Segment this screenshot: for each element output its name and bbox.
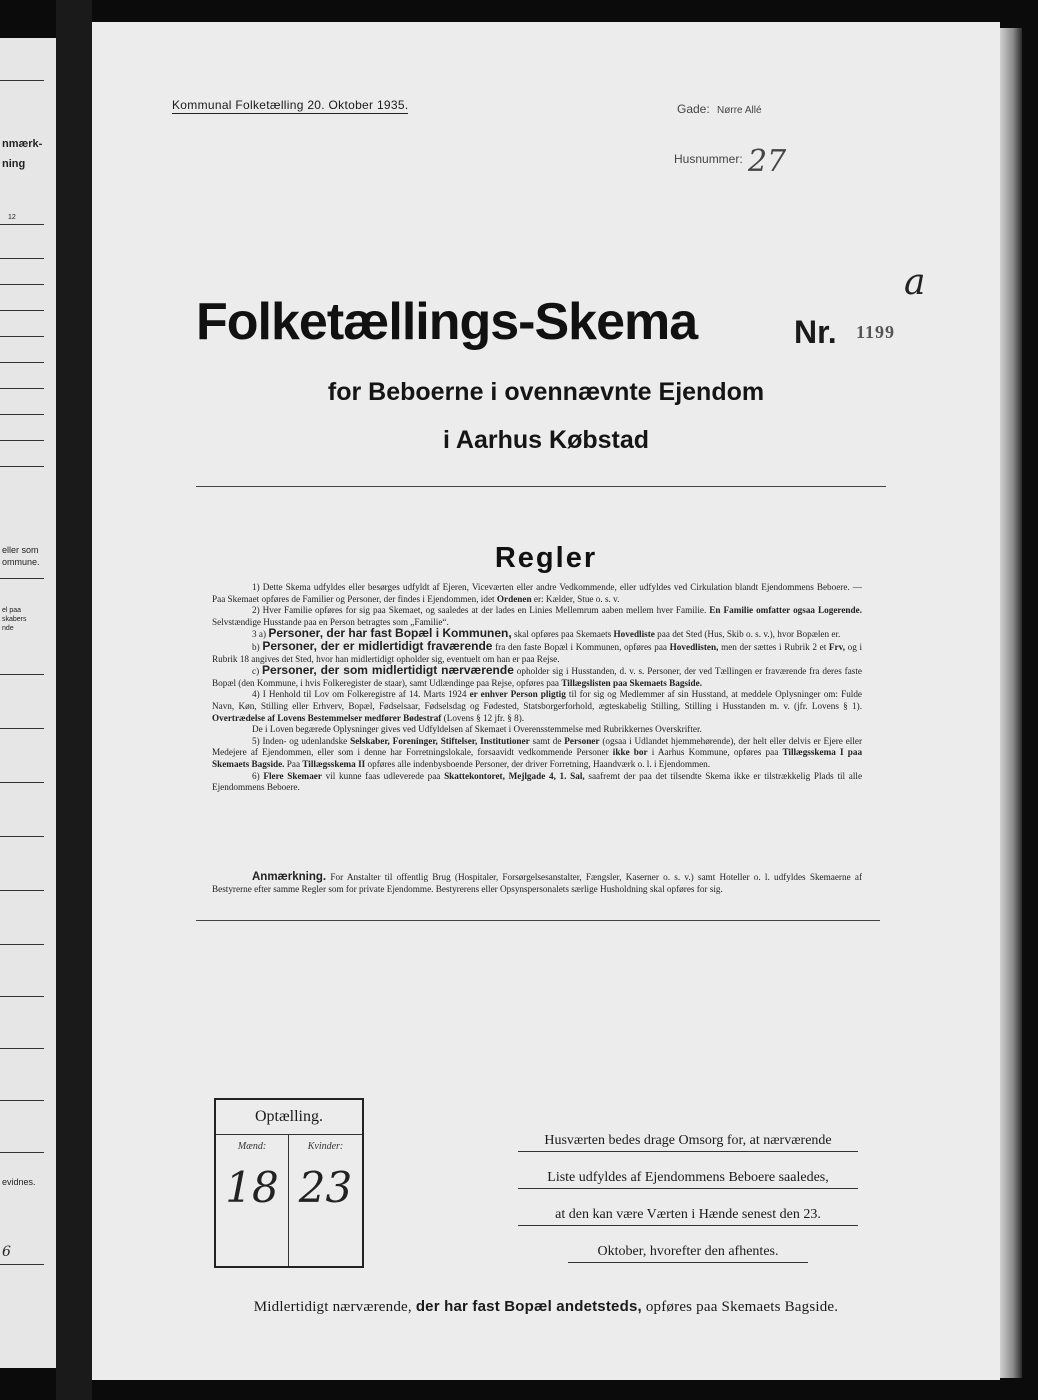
notice-line: Husværten bedes drage Omsorg for, at nærværende	[518, 1130, 858, 1152]
previous-page-strip	[0, 38, 56, 1368]
form-number-value: 1199	[856, 322, 896, 342]
women-label: Kvinder:	[307, 1141, 344, 1152]
women-count: 23	[298, 1163, 353, 1212]
book-gutter	[56, 0, 92, 1400]
form-title: Folketællings-Skema	[196, 293, 698, 351]
divider	[196, 920, 880, 921]
rule-paragraph: De i Loven begærede Oplysninger gives ved Udfyldelsen af Skemaet i Overensstemmelse med Rubrikkernes Overskrifter.	[252, 724, 702, 735]
men-label: Mænd:	[237, 1141, 267, 1152]
count-box	[214, 1098, 364, 1268]
house-number-value: 27	[748, 144, 787, 179]
left-strip-text: eller som ommune.	[2, 545, 40, 567]
rule-paragraph: c) Personer, der som midlertidigt nærværende opholder sig i Husstanden, d. v. s. Personer, der ved Tællingen er fraværende fra deres faste Bopæl (den Kommune, i hvis Folkeregister de staar), samt Udlændinge paa Rejse, opføres paa Tillægslisten paa Skemaets Bagside.	[212, 663, 863, 688]
remark-paragraph: Anmærkning. For Anstalter til offentlig Brug (Hospitaler, Forsørgelsesanstalter, Fængsler, Kaserner o. s. v.) samt Hoteller o. l. udfyldes Skemaerne af Bestyrerne efter samme Regler som for private Ejendomme. Bestyrerens eller Opsynspersonalets særlige Husholdning skal opføres for sig.	[212, 871, 863, 894]
rule	[0, 80, 44, 81]
rule	[0, 728, 44, 729]
left-strip-text: nmærk- ning	[2, 138, 43, 170]
rule	[0, 388, 44, 389]
rule	[0, 284, 44, 285]
rule	[0, 414, 44, 415]
rule-paragraph: 2) Hver Familie opføres for sig paa Skemaet, og saaledes at der lades en Linies Mellemrum aaben mellem hver Familie. En Familie omfatter ogsaa Logerende. Selvstændige Husstande paa en Person betragtes som „Familie“.	[212, 605, 862, 627]
notice-line: Oktober, hvorefter den afhentes.	[568, 1241, 808, 1263]
rule	[0, 996, 44, 997]
rule-paragraph: 3 a) Personer, der har fast Bopæl i Kommunen, skal opføres paa Skemaets Hovedliste paa det Sted (Hus, Skib o. s. v.), hvor Bopælen er.	[252, 626, 841, 641]
rule-paragraph: 6) Flere Skemaer vil kunne faas udleverede paa Skattekontoret, Mejlgade 4, 1. Sal, saafremt der paa det tilsendte Skema ikke er tilstrækkelig Plads til alle Ejendommens Beboere.	[212, 770, 863, 793]
men-count: 18	[225, 1163, 279, 1212]
rule	[0, 466, 44, 467]
rule-paragraph: 5) Inden- og udenlandske Selskaber, Foreninger, Stiftelser, Institutioner samt de Personer (ogsaa i Udlandet hjemmehørende), der helt eller delvis er Ejere eller Medejere af Ejendommen, eller som i denne har Forretningslokale, forsaavidt vedkommende Personer ikke bor i Aarhus Kommune, opføres paa Tillægsskema I paa Skemaets Bagside. Paa Tillægsskema II opføres alle indenbysboende Personer, der driver Forretning, Haandværk o. l. i Ejendommen.	[212, 735, 863, 769]
count-box-title: Optælling.	[216, 1100, 362, 1135]
census-form-page	[92, 22, 1000, 1380]
rule-paragraph: 4) I Henhold til Lov om Folkeregistre af 14. Marts 1924 er enhver Person pligtig til for sig og Medlemmer af sin Husstand, at meddele Oplysninger om: Fulde Navn, Køn, Stilling eller Erhverv, Bopæl, Fødselsaar, Fødselsdag og Fødested, Statsborgerforhold, ægteskabelig Stilling, Stilling i Husstanden m. v. (jfr. Lovens § 1). Overtrædelse af Lovens Bestemmelser medfører Bødestraf (Lovens § 12 jfr. § 8).	[212, 689, 863, 723]
left-strip-text: el paa skabers nde	[2, 607, 27, 632]
census-header: Kommunal Folketælling 20. Oktober 1935.	[172, 98, 409, 112]
footer-note: Midlertidigt nærværende, der har fast Bopæl andetsteds, opføres paa Skemaets Bagside.	[253, 1298, 839, 1315]
house-number-label: Husnummer:	[674, 152, 743, 166]
rule	[0, 1152, 44, 1153]
handwritten-annotation: a	[904, 262, 926, 303]
subtitle: i Aarhus Købstad	[442, 426, 650, 454]
rule	[0, 224, 44, 225]
rule	[0, 836, 44, 837]
notice-line: Liste udfyldes af Ejendommens Beboere saaledes,	[518, 1167, 858, 1189]
rule	[0, 782, 44, 783]
rule	[0, 890, 44, 891]
left-strip-text: 6	[2, 1244, 11, 1260]
rule-paragraph: 1) Dette Skema udfyldes eller besørges udfyldt af Ejeren, Viceværten eller andre Vedkommende, eller udfyldes ved Cirkulation blandt Ejendommens Beboere. — Paa Skemaet opføres de Familier og Personer, der findes i Ejendommen, idet Ordenen er: Kælder, Stue o. s. v.	[212, 582, 862, 604]
rule	[0, 674, 44, 675]
divider	[196, 486, 886, 487]
street-value: Nørre Allé	[717, 105, 762, 116]
rules-heading: Regler	[494, 542, 598, 574]
remark-text	[212, 872, 862, 895]
subtitle: for Beboerne i ovennævnte Ejendom	[327, 378, 765, 406]
rule	[0, 944, 44, 945]
rule	[0, 1100, 44, 1101]
rule	[0, 362, 44, 363]
left-strip-text: 12	[8, 214, 16, 221]
rule	[0, 258, 44, 259]
rule	[0, 1048, 44, 1049]
men-column	[216, 1135, 289, 1266]
remark-label: Anmærkning.	[252, 871, 327, 883]
rules-text	[212, 582, 862, 794]
rule	[0, 1264, 44, 1265]
page-edge	[1000, 28, 1022, 1378]
house-number-field	[674, 136, 787, 179]
left-strip-text: evidnes.	[2, 1177, 36, 1187]
landlord-notice	[518, 1130, 858, 1278]
street-label: Gade:	[677, 102, 710, 116]
street-field	[677, 102, 762, 116]
form-number-label: Nr.	[794, 314, 837, 350]
rule	[0, 440, 44, 441]
rule	[0, 578, 44, 579]
rule	[0, 310, 44, 311]
rule	[0, 336, 44, 337]
women-column	[289, 1135, 362, 1266]
notice-line: at den kan være Værten i Hænde senest den 23.	[518, 1204, 858, 1226]
rule-paragraph: b) Personer, der er midlertidigt fraværende fra den faste Bopæl i Kommunen, opføres paa Hovedlisten, men der sættes i Rubrik 2 et Frv, og i Rubrik 18 angives det Sted, hvor han midlertidigt opholder sig, eventuelt om han er paa Rejse.	[212, 638, 863, 664]
